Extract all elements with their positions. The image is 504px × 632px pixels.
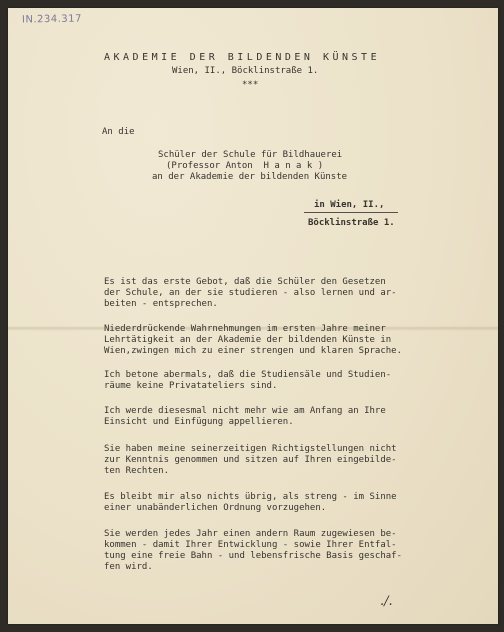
continuation-mark: ./. xyxy=(380,594,393,609)
addressee-city: in Wien, II., xyxy=(314,200,385,210)
addressee-line-2: (Professor Anton H a n a k ) xyxy=(166,161,324,171)
paragraph-1: Es ist das erste Gebot, daß die Schüler den Gesetzen der Schule, an der sie studieren - also lernen und ar- beiten - entsprechen. xyxy=(104,277,397,309)
institution-address: Wien, II., Böcklinstraße 1. xyxy=(172,66,319,76)
underline-rule xyxy=(304,212,398,213)
paragraph-6: Es bleibt mir also nichts übrig, als streng - im Sinne einer unabänderlichen Ordnung vorzugehen. xyxy=(104,492,397,513)
paragraph-2: Niederdrückende Wahrnehmungen im ersten Jahre meiner Lehrtätigkeit an der Akademie der bildenden Künste in Wien,zwingen mich zu einer strengen und klaren Sprache. xyxy=(104,324,403,356)
archive-number-stamp: IN.234.317 xyxy=(21,13,83,26)
paragraph-3: Ich betone abermals, daß die Studiensäle und Studien- räume keine Privatateliers sind. xyxy=(104,370,392,391)
addressee-line-1: Schüler der Schule für Bildhauerei xyxy=(158,150,343,160)
salutation: An die xyxy=(102,127,135,137)
document-page xyxy=(8,8,498,624)
ornament: *** xyxy=(242,80,259,90)
paragraph-5: Sie haben meine seinerzeitigen Richtigstellungen nicht zur Kenntnis genommen und sitzen auf Ihren eingebilde- ten Rechten. xyxy=(104,444,397,476)
paragraph-7: Sie werden jedes Jahr einen andern Raum zugewiesen be- kommen - damit Ihrer Entwicklung - sowie Ihrer Entfal- tung eine freie Bahn - und lebensfrische Basis geschaf- fen wird. xyxy=(104,529,403,572)
addressee-street: Böcklinstraße 1. xyxy=(308,218,395,228)
paragraph-4: Ich werde diesesmal nicht mehr wie am Anfang an Ihre Einsicht und Einfügung appellieren. xyxy=(104,406,386,427)
institution-header: AKADEMIE DER BILDENDEN KÜNSTE xyxy=(104,52,381,63)
addressee-line-3: an der Akademie der bildenden Künste xyxy=(152,172,348,182)
